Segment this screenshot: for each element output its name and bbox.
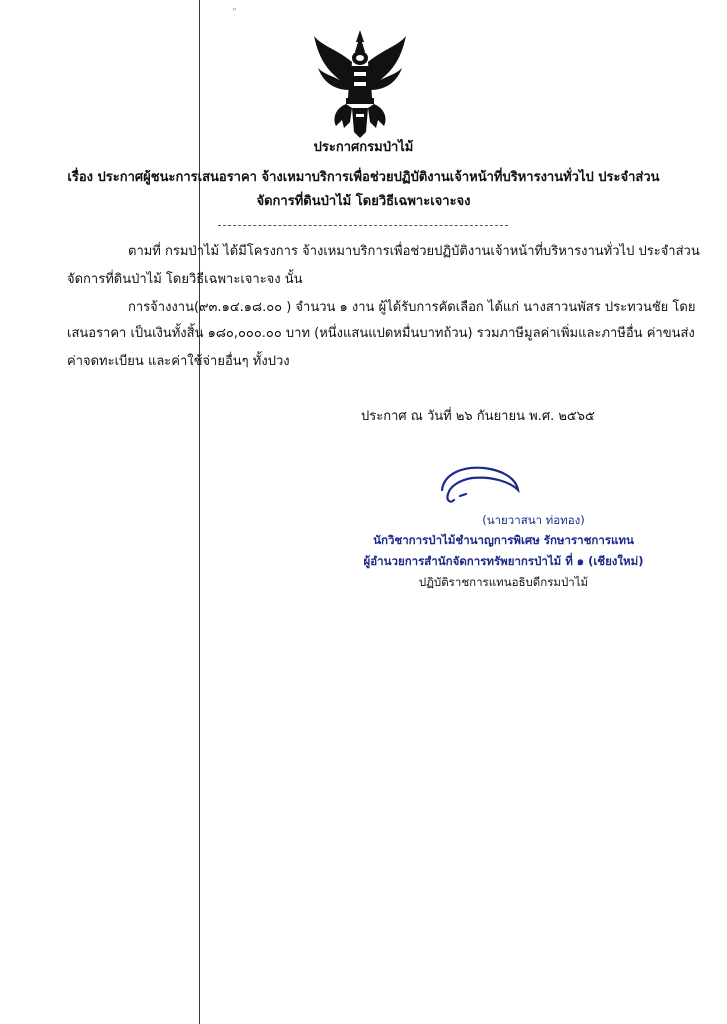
signatory-name: (นายวาสนา ท่อทอง) <box>482 513 585 527</box>
signatory-title-3: ปฏิบัติราชการแทนอธิบดีกรมป่าไม้ <box>418 575 589 589</box>
agency-title: ประกาศกรมป่าไม้ <box>313 140 414 155</box>
dashed-separator <box>218 225 508 226</box>
scan-speck: ʺ <box>232 8 237 19</box>
subject-line-2: จัดการที่ดินป่าไม้ โดยวิธีเฉพาะเจาะจง <box>256 194 471 209</box>
subject-line-1: เรื่อง ประกาศผู้ชนะการเสนอราคา จ้างเหมาบริการเพื่อช่วยปฏิบัติงานเจ้าหน้าที่บริหารงานทั่วไป ประจำส่วน <box>67 170 660 185</box>
paragraph-1-line-1: ตามที่ กรมป่าไม้ ได้มีโครงการ จ้างเหมาบริการเพื่อช่วยปฏิบัติงานเจ้าหน้าที่บริหารงานทั่วไป ประจำส่วน <box>128 244 700 259</box>
announcement-date: ประกาศ ณ วันที่ ๒๖ กันยายน พ.ศ. ๒๕๖๕ <box>361 409 595 424</box>
paragraph-1-line-2: จัดการที่ดินป่าไม้ โดยวิธีเฉพาะเจาะจง นั้น <box>67 272 303 287</box>
garuda-emblem-icon <box>310 28 410 140</box>
paragraph-2-line-3: ค่าจดทะเบียน และค่าใช้จ่ายอื่นๆ ทั้งปวง <box>67 354 290 369</box>
paragraph-2-line-2: เสนอราคา เป็นเงินทั้งสิ้น ๑๘๐,๐๐๐.๐๐ บาท (หนึ่งแสนแปดหมื่นบาทถ้วน) รวมภาษีมูลค่าเพิ่มและภาษีอื่น ค่าขนส่ง <box>67 326 695 341</box>
signatory-title-1: นักวิชาการป่าไม้ชำนาญการพิเศษ รักษาราชการแทน <box>373 533 634 547</box>
signatory-title-2: ผู้อำนวยการสำนักจัดการทรัพยากรป่าไม้ ที่ ๑ (เชียงใหม่) <box>363 554 644 568</box>
handwritten-signature <box>432 460 524 510</box>
paragraph-2-line-1: การจ้างงาน(๙๓.๑๔.๑๘.๐๐ ) จำนวน ๑ งาน ผู้ได้รับการคัดเลือก ได้แก่ นางสาวนพัสร ประทวนชัย โดย <box>128 300 696 315</box>
